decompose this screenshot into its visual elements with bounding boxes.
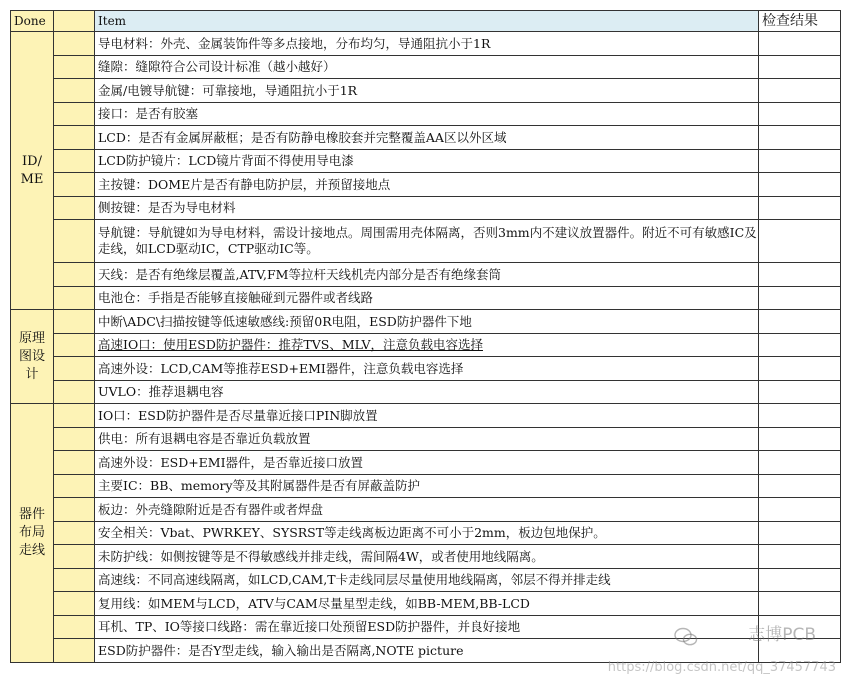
table-row xyxy=(11,380,841,404)
result-cell[interactable] xyxy=(759,474,841,498)
watermark-brand: 志博PCB xyxy=(748,625,816,645)
table-row xyxy=(11,568,841,592)
item-text: 缝隙：缝隙符合公司设计标准（越小越好） xyxy=(98,59,336,75)
done-checkbox-cell[interactable] xyxy=(54,357,95,381)
item-text: 高速外设：LCD,CAM等推荐ESD+EMI器件，注意负载电容选择 xyxy=(98,360,464,376)
done-checkbox-cell[interactable] xyxy=(54,55,95,79)
table-row xyxy=(11,173,841,197)
item-cell xyxy=(95,220,759,263)
item-cell xyxy=(95,173,759,197)
checklist-table xyxy=(10,10,841,663)
table-row xyxy=(11,196,841,220)
result-cell[interactable] xyxy=(759,498,841,522)
table-row xyxy=(11,639,841,663)
item-cell xyxy=(95,196,759,220)
done-checkbox-cell[interactable] xyxy=(54,545,95,569)
done-checkbox-cell[interactable] xyxy=(54,427,95,451)
item-text: LCD：是否有金属屏蔽框；是否有防静电橡胶套并完整覆盖AA区以外区域 xyxy=(98,129,507,145)
item-text: 板边：外壳缝隙附近是否有器件或者焊盘 xyxy=(98,501,324,517)
item-text: 电池仓：手指是否能够直接触碰到元器件或者线路 xyxy=(98,290,374,306)
result-cell[interactable] xyxy=(759,310,841,334)
result-cell[interactable] xyxy=(759,196,841,220)
table-row xyxy=(11,149,841,173)
done-checkbox-cell[interactable] xyxy=(54,615,95,639)
item-cell xyxy=(95,568,759,592)
header-result: 检查结果 xyxy=(759,11,841,32)
item-text: 高速外设：ESD+EMI器件，是否靠近接口放置 xyxy=(98,454,364,470)
result-cell[interactable] xyxy=(759,333,841,357)
done-checkbox-cell[interactable] xyxy=(54,126,95,150)
item-cell xyxy=(95,55,759,79)
item-cell xyxy=(95,451,759,475)
done-checkbox-cell[interactable] xyxy=(54,404,95,428)
item-text: 侧按键：是否为导电材料 xyxy=(98,200,236,216)
item-cell xyxy=(95,615,759,639)
table-row xyxy=(11,498,841,522)
item-text: 金属/电镀导航键：可靠接地，导通阻抗小于1R xyxy=(98,82,358,98)
done-checkbox-cell[interactable] xyxy=(54,32,95,56)
table-row xyxy=(11,79,841,103)
done-checkbox-cell[interactable] xyxy=(54,333,95,357)
item-cell xyxy=(95,380,759,404)
item-text: 导电材料：外壳、金属装饰件等多点接地，分布均匀，导通阻抗小于1R xyxy=(98,35,491,51)
header-row xyxy=(11,11,841,32)
item-cell xyxy=(95,498,759,522)
result-cell[interactable] xyxy=(759,380,841,404)
done-checkbox-cell[interactable] xyxy=(54,521,95,545)
table-row xyxy=(11,615,841,639)
table-row xyxy=(11,102,841,126)
done-checkbox-cell[interactable] xyxy=(54,474,95,498)
result-cell[interactable] xyxy=(759,357,841,381)
item-cell xyxy=(95,404,759,428)
table-row xyxy=(11,32,841,56)
done-checkbox-cell[interactable] xyxy=(54,79,95,103)
done-checkbox-cell[interactable] xyxy=(54,310,95,334)
item-text: 供电：所有退耦电容是否靠近负载放置 xyxy=(98,431,311,447)
done-checkbox-cell[interactable] xyxy=(54,286,95,310)
item-cell xyxy=(95,592,759,616)
result-cell[interactable] xyxy=(759,173,841,197)
item-text: ESD防护器件：是否Y型走线，输入输出是否隔离,NOTE picture xyxy=(98,642,464,658)
result-cell[interactable] xyxy=(759,79,841,103)
item-text: 导航键：导航键如为导电材料，需设计接地点。周围需用壳体隔离，否则3mm内不建议放置器件。附近不可有敏感IC及走线，如LCD驱动IC，CTP驱动IC等。 xyxy=(98,225,757,256)
group-label: 原理 图设 计 xyxy=(11,310,54,404)
result-cell[interactable] xyxy=(759,102,841,126)
table-row xyxy=(11,474,841,498)
done-checkbox-cell[interactable] xyxy=(54,380,95,404)
table-row xyxy=(11,263,841,287)
done-checkbox-cell[interactable] xyxy=(54,639,95,663)
item-text: LCD防护镜片：LCD镜片背面不得使用导电漆 xyxy=(98,153,354,169)
item-text: 主按键：DOME片是否有静电防护层，并预留接地点 xyxy=(98,176,391,192)
result-cell[interactable] xyxy=(759,545,841,569)
item-text: 天线：是否有绝缘层覆盖,ATV,FM等拉杆天线机壳内部分是否有绝缘套筒 xyxy=(98,266,501,282)
item-text: 高速IO口：使用ESD防护器件：推荐TVS、MLV，注意负载电容选择 xyxy=(98,337,483,353)
result-cell[interactable] xyxy=(759,55,841,79)
item-text: 耳机、TP、IO等接口线路：需在靠近接口处预留ESD防护器件，并良好接地 xyxy=(98,619,521,635)
result-cell[interactable] xyxy=(759,427,841,451)
done-checkbox-cell[interactable] xyxy=(54,173,95,197)
item-cell xyxy=(95,32,759,56)
item-cell xyxy=(95,126,759,150)
result-cell[interactable] xyxy=(759,220,841,263)
item-text: 主要IC：BB、memory等及其附属器件是否有屏蔽盖防护 xyxy=(98,478,421,494)
item-cell xyxy=(95,310,759,334)
table-row xyxy=(11,451,841,475)
group-label: 器件 布局 走线 xyxy=(11,404,54,663)
result-cell[interactable] xyxy=(759,263,841,287)
done-checkbox-cell[interactable] xyxy=(54,568,95,592)
done-checkbox-cell[interactable] xyxy=(54,498,95,522)
table-row xyxy=(11,592,841,616)
item-cell xyxy=(95,263,759,287)
table-row xyxy=(11,286,841,310)
header-item: Item xyxy=(95,11,759,32)
table-row xyxy=(11,55,841,79)
item-cell xyxy=(95,474,759,498)
result-cell[interactable] xyxy=(759,126,841,150)
table-row xyxy=(11,404,841,428)
table-row xyxy=(11,333,841,357)
result-cell[interactable] xyxy=(759,451,841,475)
item-text: UVLO：推荐退耦电容 xyxy=(98,384,224,400)
result-cell[interactable] xyxy=(759,32,841,56)
watermark-url: https://blog.csdn.net/qq_37457743 xyxy=(607,660,836,675)
table-row xyxy=(11,545,841,569)
item-cell xyxy=(95,357,759,381)
item-text: 未防护线：如侧按键等是不得敏感线并排走线，需间隔4W，或者使用地线隔离。 xyxy=(98,548,544,564)
item-cell xyxy=(95,639,759,663)
result-cell[interactable] xyxy=(759,568,841,592)
item-cell xyxy=(95,521,759,545)
item-text: 安全相关：Vbat、PWRKEY、SYSRST等走线离板边距离不可小于2mm，板边包地保护。 xyxy=(98,525,606,541)
table-row xyxy=(11,310,841,334)
group-label: ID/ ME xyxy=(11,32,54,310)
done-checkbox-cell[interactable] xyxy=(54,102,95,126)
result-cell[interactable] xyxy=(759,149,841,173)
item-cell xyxy=(95,149,759,173)
item-cell xyxy=(95,427,759,451)
table-row xyxy=(11,521,841,545)
done-checkbox-cell[interactable] xyxy=(54,196,95,220)
table-row xyxy=(11,126,841,150)
done-checkbox-cell[interactable] xyxy=(54,220,95,263)
wechat-icon xyxy=(674,627,698,647)
item-text: 高速线：不同高速线隔离，如LCD,CAM,T卡走线同层尽量使用地线隔离，邻层不得并排走线 xyxy=(98,572,611,588)
item-text: 中断\ADC\扫描按键等低速敏感线:预留0R电阻，ESD防护器件下地 xyxy=(98,313,472,329)
item-text: 接口：是否有胶塞 xyxy=(98,106,199,122)
item-cell xyxy=(95,545,759,569)
table-row xyxy=(11,357,841,381)
item-cell xyxy=(95,102,759,126)
item-text: IO口：ESD防护器件是否尽量靠近接口PIN脚放置 xyxy=(98,407,378,423)
item-text: 复用线：如MEM与LCD，ATV与CAM尽量星型走线，如BB-MEM,BB-LCD xyxy=(98,595,530,611)
result-cell[interactable] xyxy=(759,286,841,310)
table-row xyxy=(11,220,841,263)
header-done: Done xyxy=(11,11,54,32)
item-cell xyxy=(95,333,759,357)
done-checkbox-cell[interactable] xyxy=(54,592,95,616)
result-cell[interactable] xyxy=(759,521,841,545)
header-blank xyxy=(54,11,95,32)
done-checkbox-cell[interactable] xyxy=(54,263,95,287)
result-cell[interactable] xyxy=(759,592,841,616)
done-checkbox-cell[interactable] xyxy=(54,451,95,475)
item-cell xyxy=(95,286,759,310)
result-cell[interactable] xyxy=(759,404,841,428)
done-checkbox-cell[interactable] xyxy=(54,149,95,173)
item-cell xyxy=(95,79,759,103)
table-row xyxy=(11,427,841,451)
